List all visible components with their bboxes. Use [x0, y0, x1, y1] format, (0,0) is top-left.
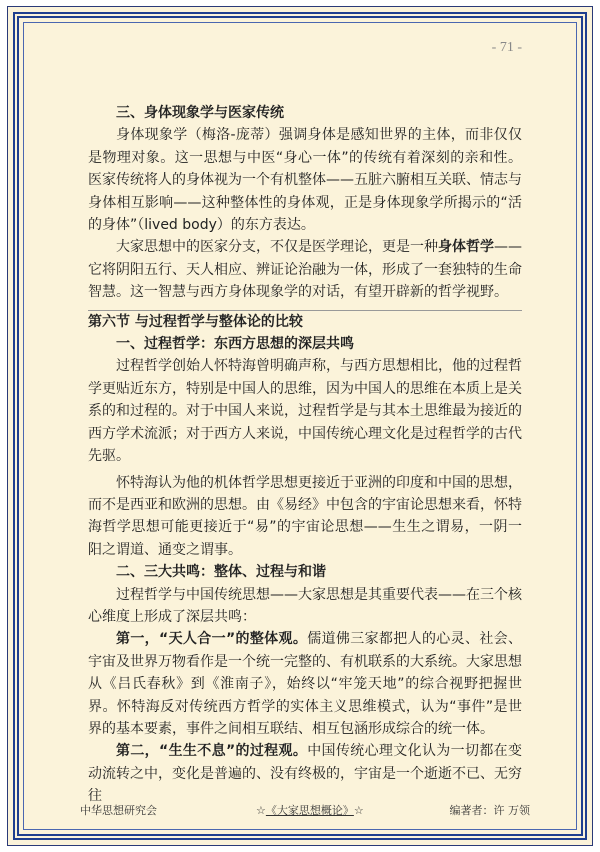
- page-content: [88, 102, 522, 808]
- subsection-heading: 一、过程哲学：东西方思想的深层共鸣: [116, 336, 354, 353]
- book-title-link[interactable]: 《大家思想概论》: [265, 804, 354, 817]
- footer-author: 编著者：许 万领: [449, 804, 530, 817]
- footer-book-title: ☆《大家思想概论》☆: [256, 804, 364, 817]
- footer-organization: 中华思想研究会: [80, 804, 157, 817]
- chapter-section-title: 第六节 与过程哲学与整体论的比较: [88, 313, 303, 330]
- page-number: - 71 -: [491, 40, 522, 55]
- paragraph: 怀特海认为他的机体哲学思想更接近于亚洲的印度和中国的思想，而不是西亚和欧洲的思想。由《易经》中包含的宇宙论思想来看，怀特海哲学思想可能更接近于“易”的宇宙论思想——生生之谓易，一阴一阳之谓道、通变之谓事。: [88, 474, 522, 558]
- paragraph: 过程哲学创始人怀特海曾明确声称，与西方思想相比，他的过程哲学更贴近东方，特别是中国人的思维，因为中国人的思维在本质上是关系的和过程的。对于中国人来说，过程哲学是与其本土思维最为接近的西方学术流派；对于西方人来说，中国传统心理文化是过程哲学的古代先驱。: [88, 358, 522, 465]
- section-heading: 三、身体现象学与医家传统: [116, 105, 284, 121]
- paragraph: 大家思想中的医家分支，不仅是医学理论，更是一种身体哲学——它将阴阳五行、天人相应、辨证论治融为一体，形成了一套独特的生命智慧。这一智慧与西方身体现象学的对话，有望开辟新的哲学视野。: [88, 239, 522, 301]
- paragraph: 身体现象学（梅洛-庞蒂）强调身体是感知世界的主体，而非仅仅是物理对象。这一思想与中医“身心一体”的传统有着深刻的亲和性。医家传统将人的身体视为一个有机整体——五脏六腑相互关联、情志与身体相互影响——这种整体性的身体观，正是身体现象学所揭示的“活的身体”（lived body）的东方表达。: [88, 127, 522, 234]
- paragraph: 第一，“天人合一”的整体观。儒道佛三家都把人的心灵、社会、宇宙及世界万物看作是一个统一完整的、有机联系的大系统。大家思想从《吕氏春秋》到《淮南子》，始终以“牢笼天地”的综合视野把握世界。怀特海反对传统西方哲学的实体主义思维模式，认为“事件”是世界的基本要素，事件之间相互联结、相互包涵形成综合的统一体。: [88, 631, 522, 737]
- paragraph: 过程哲学与中国传统思想——大家思想是其重要代表——在三个核心维度上形成了深层共鸣：: [88, 586, 522, 625]
- paragraph: 第二，“生生不息”的过程观。中国传统心理文化认为一切都在变动流转之中，变化是普遍的、没有终极的，宇宙是一个逝逝不已、无穷往: [88, 743, 522, 805]
- subsection-heading: 二、三大共鸣：整体、过程与和谐: [116, 564, 326, 581]
